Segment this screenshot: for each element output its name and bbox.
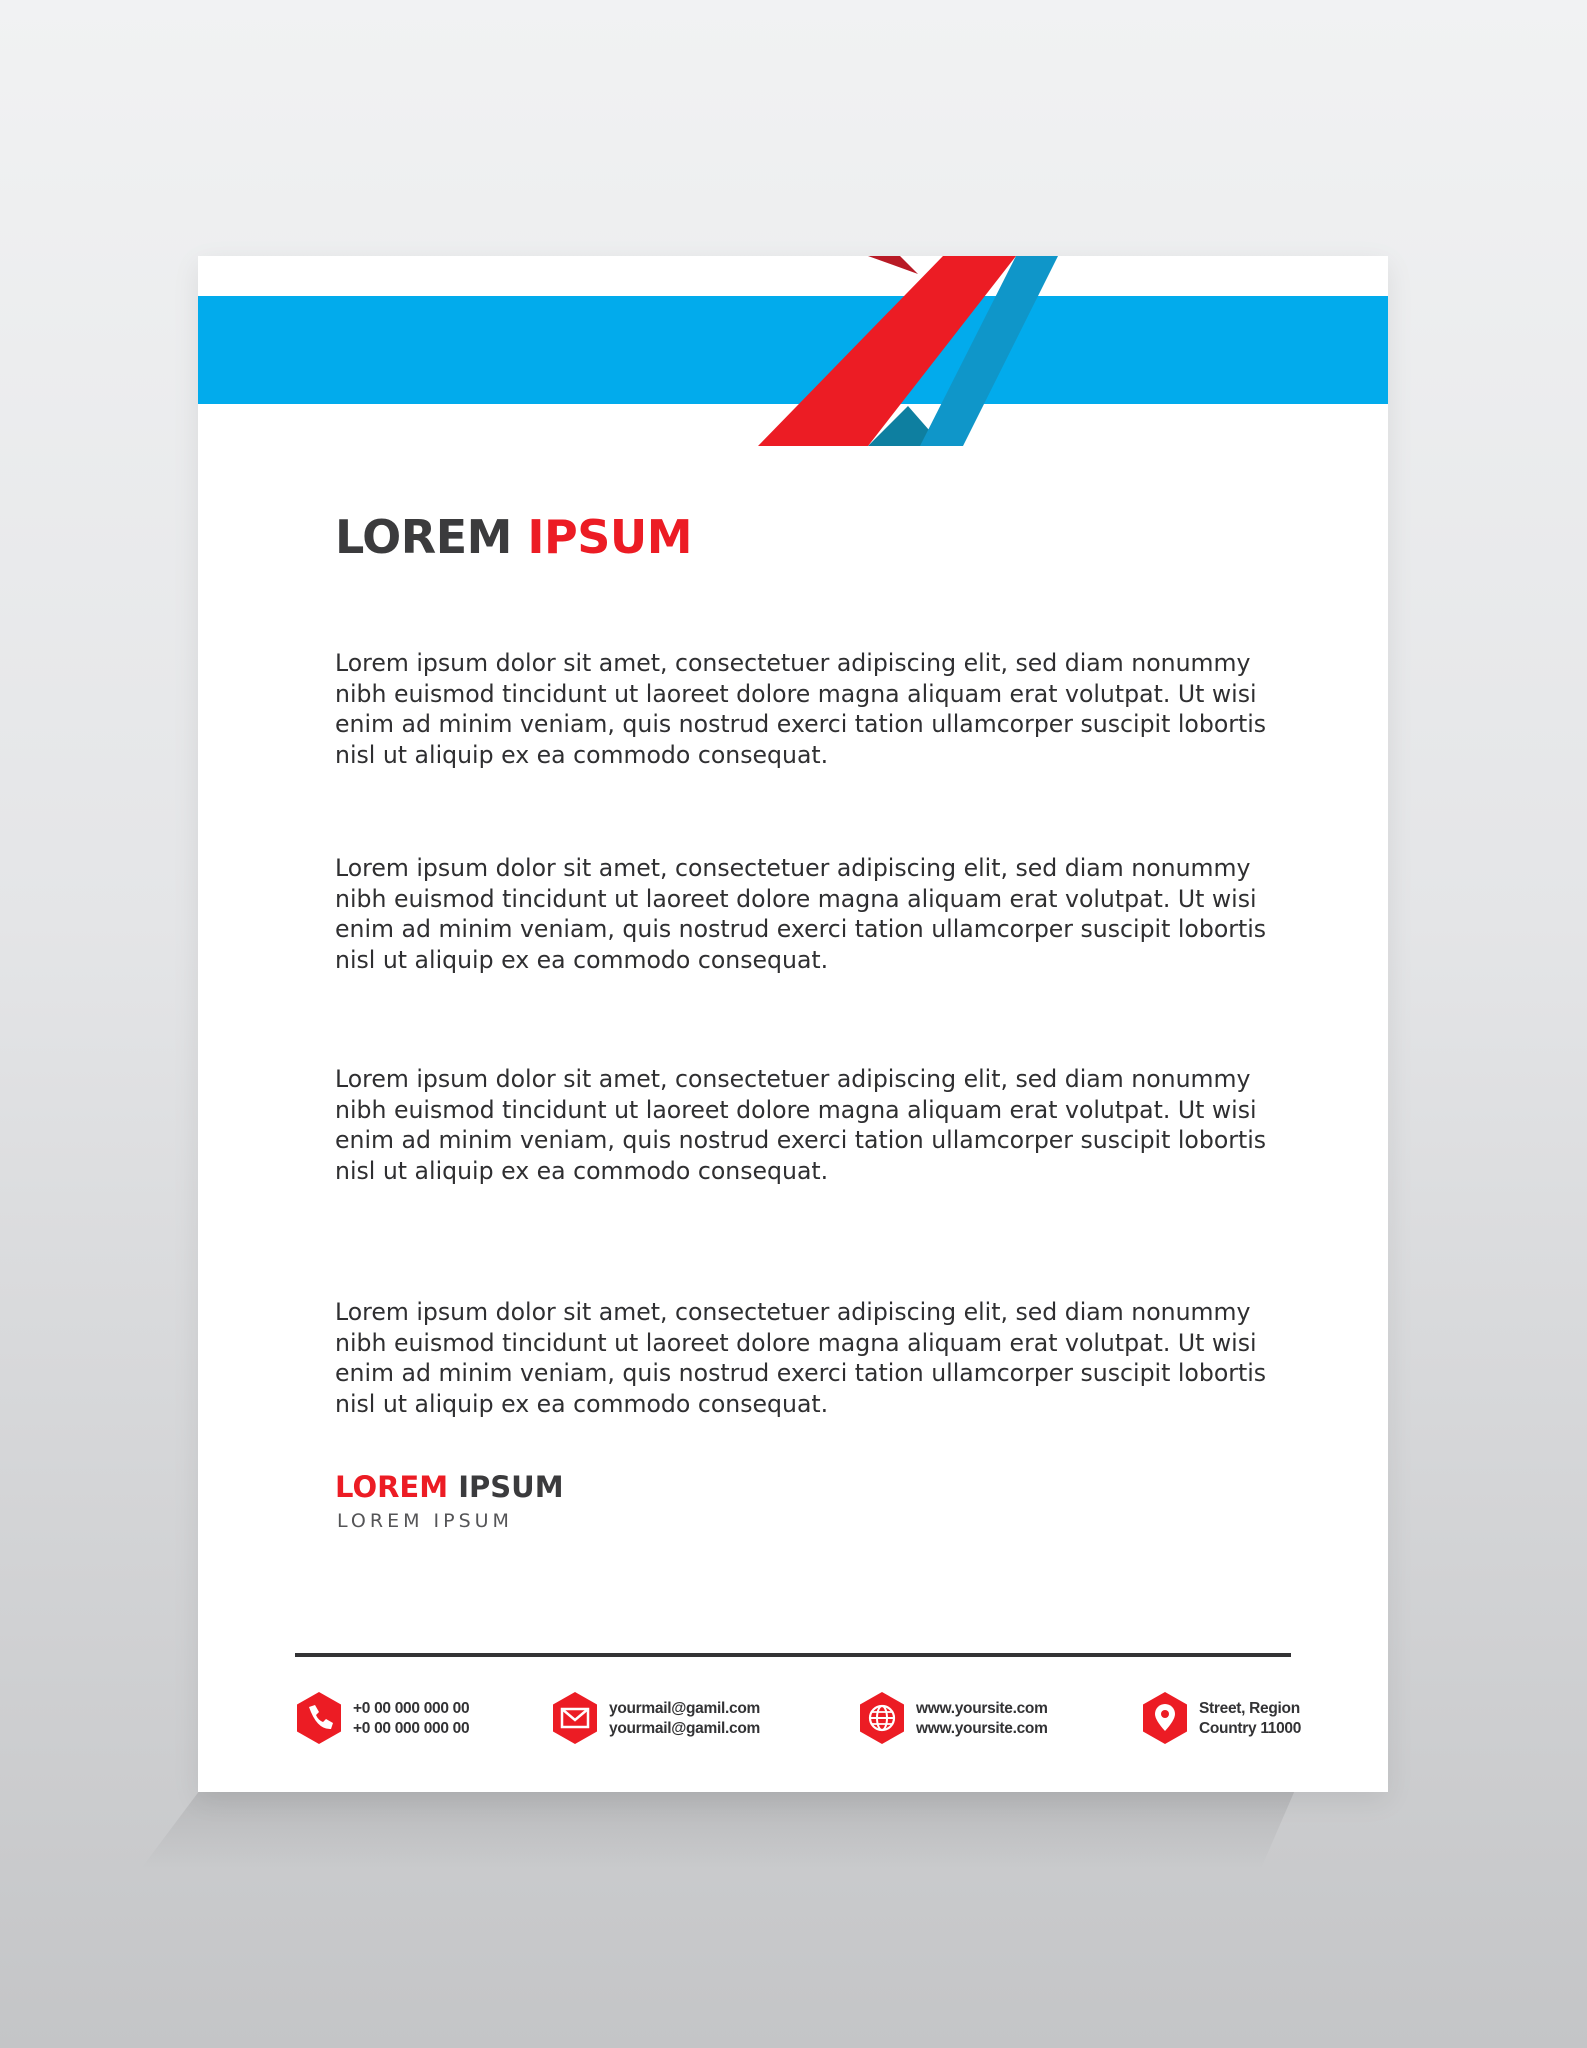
header-ribbon-graphic: [758, 256, 1058, 446]
letterhead-page: [198, 256, 1388, 1792]
body-paragraph: Lorem ipsum dolor sit amet, consectetuer adipiscing elit, sed diam nonummy nibh euismod tincidunt ut laoreet dolore magna aliquam erat volutpat. Ut wisi enim ad minim veniam, quis nostrud exerci tation ullamcorper suscipit lobortis nisl ut aliquip ex ea commodo consequat.: [335, 1298, 1267, 1418]
website-line-1[interactable]: www.yoursite.com: [916, 1700, 1048, 1717]
signature-subtitle: LOREM IPSUM: [337, 1510, 513, 1532]
phone-line-2: +0 00 000 000 00: [353, 1720, 470, 1737]
page-shadow: [140, 1790, 1295, 1870]
website-line-2[interactable]: www.yoursite.com: [916, 1720, 1048, 1737]
signature-name: [335, 1470, 564, 1504]
body-paragraph: Lorem ipsum dolor sit amet, consectetuer adipiscing elit, sed diam nonummy nibh euismod tincidunt ut laoreet dolore magna aliquam erat volutpat. Ut wisi enim ad minim veniam, quis nostrud exerci tation ullamcorper suscipit lobortis nisl ut aliquip ex ea commodo consequat.: [335, 1065, 1267, 1185]
email-line-1[interactable]: yourmail@gamil.com: [609, 1700, 760, 1717]
letterhead-title: [335, 510, 692, 564]
address-line-1: Street, Region: [1199, 1700, 1300, 1717]
title-part-red: IPSUM: [527, 510, 693, 564]
contact-email-text: [609, 1699, 760, 1739]
email-line-2[interactable]: yourmail@gamil.com: [609, 1720, 760, 1737]
contact-address-text: [1199, 1699, 1301, 1739]
body-paragraph: Lorem ipsum dolor sit amet, consectetuer adipiscing elit, sed diam nonummy nibh euismod tincidunt ut laoreet dolore magna aliquam erat volutpat. Ut wisi enim ad minim veniam, quis nostrud exerci tation ullamcorper suscipit lobortis nisl ut aliquip ex ea commodo consequat.: [335, 649, 1267, 769]
signature-name-red: LOREM: [335, 1470, 449, 1504]
address-line-2: Country 11000: [1199, 1720, 1302, 1737]
globe-icon: [858, 1691, 906, 1745]
location-pin-icon: [1141, 1691, 1189, 1745]
mail-icon: [551, 1691, 599, 1745]
phone-line-1: +0 00 000 000 00: [353, 1700, 470, 1717]
footer-divider: [295, 1653, 1291, 1657]
contact-phone-text: [353, 1699, 469, 1739]
signature-name-dark: IPSUM: [458, 1470, 564, 1504]
phone-icon: [295, 1691, 343, 1745]
contact-website-text: [916, 1699, 1048, 1739]
title-part-dark: LOREM: [335, 510, 512, 564]
body-paragraph: Lorem ipsum dolor sit amet, consectetuer adipiscing elit, sed diam nonummy nibh euismod tincidunt ut laoreet dolore magna aliquam erat volutpat. Ut wisi enim ad minim veniam, quis nostrud exerci tation ullamcorper suscipit lobortis nisl ut aliquip ex ea commodo consequat.: [335, 854, 1267, 974]
